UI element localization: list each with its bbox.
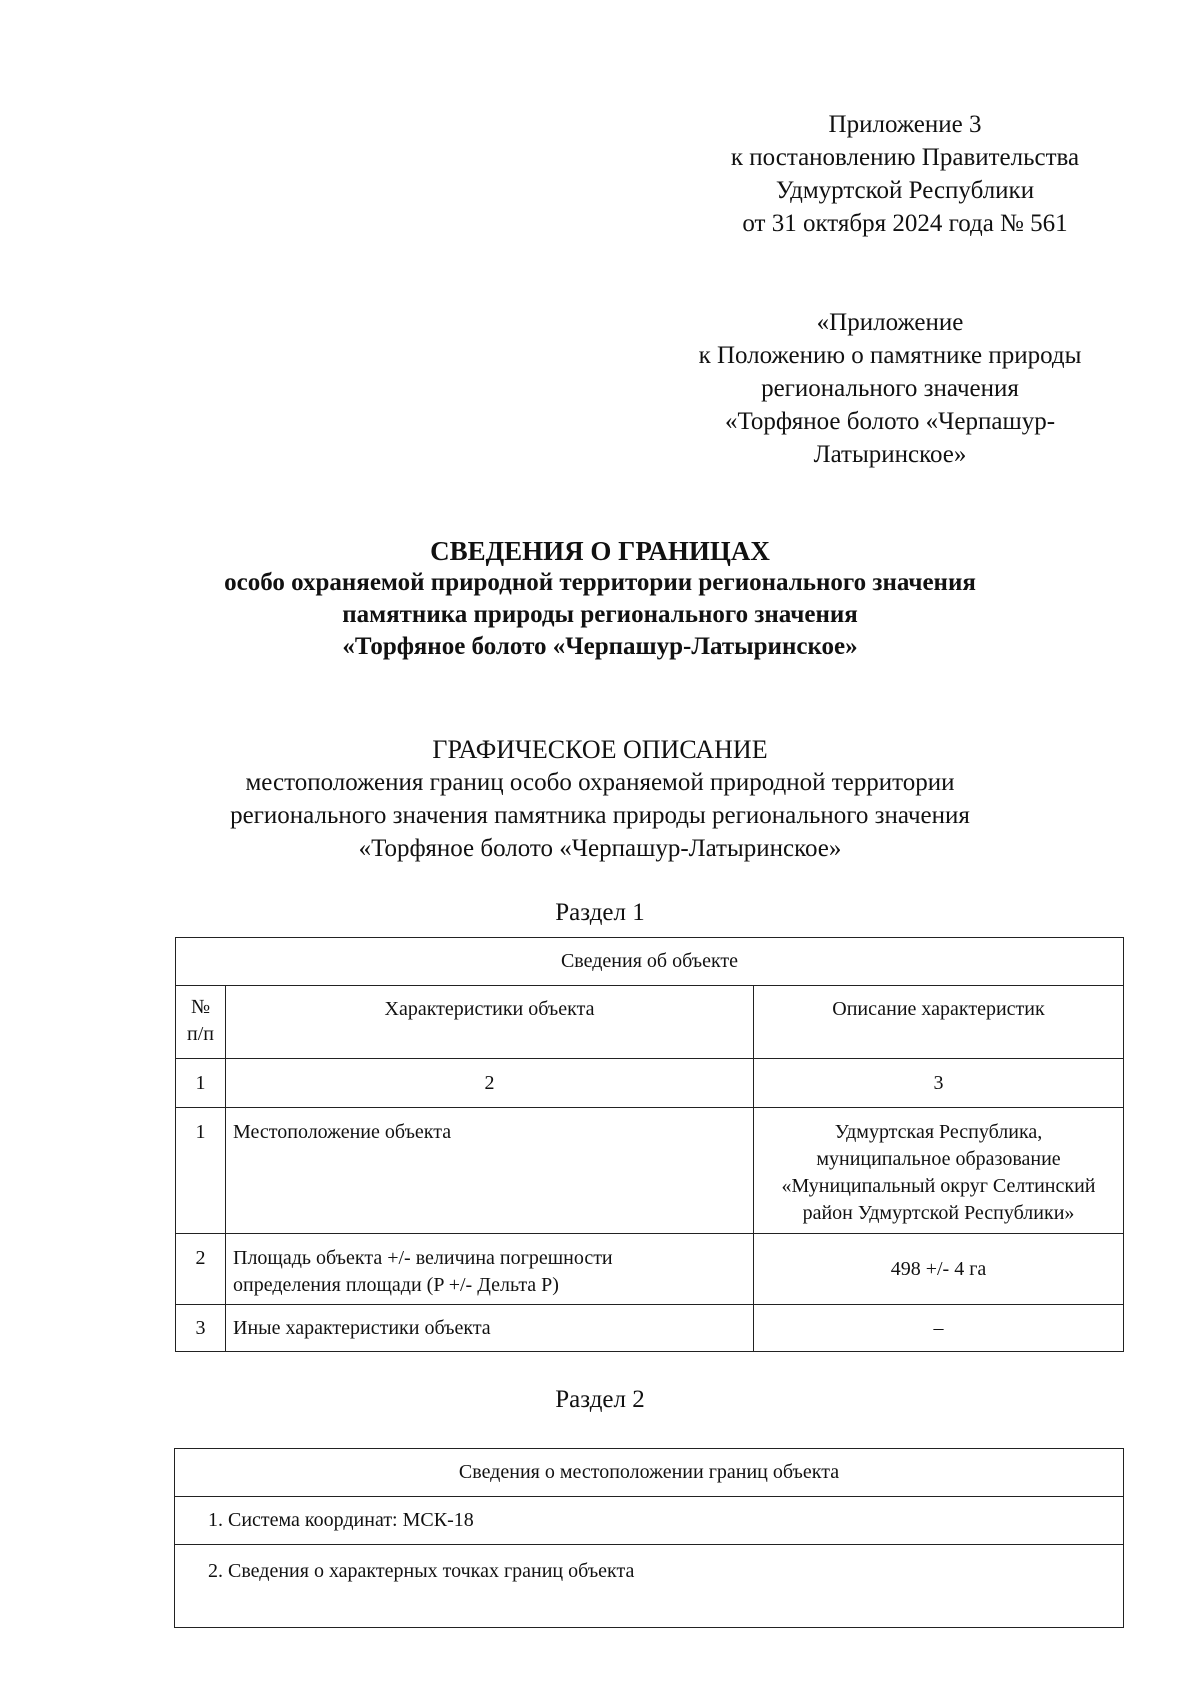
index-cell: 3	[754, 1059, 1124, 1108]
description-line: «Муниципальный округ Селтинский	[781, 1175, 1096, 1197]
table-header-row	[176, 986, 1124, 1059]
document-heading	[150, 535, 1050, 663]
object-info-table	[175, 937, 1124, 1352]
sub-appendix-line: регионального значения	[761, 375, 1019, 402]
table-row	[175, 1545, 1124, 1628]
boundary-location-table	[174, 1448, 1124, 1628]
characteristic-line: определения площади (P +/- Дельта P)	[233, 1274, 559, 1296]
appendix-line: к постановлению Правительства	[730, 144, 1080, 171]
table-row	[175, 1497, 1124, 1545]
heading-line: особо охраняемой природной территории регионального значения	[224, 569, 976, 596]
header-number-line: №	[190, 996, 211, 1018]
row-number: 3	[176, 1305, 226, 1352]
table-row	[176, 1305, 1124, 1352]
table-title: Сведения об объекте	[176, 938, 1124, 986]
description-line: муниципальное образование	[816, 1148, 1061, 1170]
sub-appendix-line: к Положению о памятнике природы	[698, 342, 1082, 369]
row-number: 1	[176, 1108, 226, 1234]
sub-appendix-reference	[655, 306, 1125, 471]
graphic-title: ГРАФИЧЕСКОЕ ОПИСАНИЕ	[432, 735, 768, 764]
table-row	[176, 1234, 1124, 1305]
section-1-title: Раздел 1	[555, 899, 645, 926]
row-description	[754, 1108, 1124, 1234]
appendix-line: Приложение 3	[828, 111, 982, 138]
sub-appendix-line: «Приложение	[816, 309, 964, 336]
appendix-line: Удмуртской Республики	[775, 177, 1035, 204]
graphic-line: «Торфяное болото «Черпашур-Латыринское»	[358, 835, 842, 862]
boundary-points-info: 2. Сведения о характерных точках границ объекта	[175, 1545, 1124, 1628]
coordinate-system: 1. Система координат: МСК-18	[175, 1497, 1124, 1545]
table-index-row	[176, 1059, 1124, 1108]
description-line: район Удмуртской Республики»	[802, 1202, 1075, 1224]
row-characteristic	[226, 1234, 754, 1305]
row-characteristic: Местоположение объекта	[226, 1108, 754, 1234]
row-characteristic: Иные характеристики объекта	[226, 1305, 754, 1352]
heading-title: СВЕДЕНИЯ О ГРАНИЦАХ	[430, 536, 770, 566]
appendix-line: от 31 октября 2024 года № 561	[742, 210, 1068, 237]
heading-line: «Торфяное болото «Черпашур-Латыринское»	[342, 633, 858, 660]
appendix-reference	[675, 108, 1135, 240]
index-cell: 2	[226, 1059, 754, 1108]
table-row	[176, 1108, 1124, 1234]
graphic-description-heading	[150, 733, 1050, 865]
row-description: 498 +/- 4 га	[754, 1234, 1124, 1305]
graphic-line: регионального значения памятника природы регионального значения	[230, 802, 970, 829]
heading-line: памятника природы регионального значения	[342, 601, 858, 628]
table-title-row	[176, 938, 1124, 986]
index-cell: 1	[176, 1059, 226, 1108]
column-header-number	[176, 986, 226, 1059]
sub-appendix-line: Латыринское»	[813, 441, 967, 468]
section-2-title: Раздел 2	[555, 1386, 645, 1413]
graphic-line: местоположения границ особо охраняемой природной территории	[245, 769, 955, 796]
table-title-row	[175, 1449, 1124, 1497]
column-header-characteristics: Характеристики объекта	[226, 986, 754, 1059]
header-number-line: п/п	[187, 1023, 214, 1045]
sub-appendix-line: «Торфяное болото «Черпашур-	[724, 408, 1056, 435]
row-description: –	[754, 1305, 1124, 1352]
table-title: Сведения о местоположении границ объекта	[175, 1449, 1124, 1497]
row-number: 2	[176, 1234, 226, 1305]
description-line: Удмуртская Республика,	[834, 1121, 1043, 1143]
column-header-description: Описание характеристик	[754, 986, 1124, 1059]
characteristic-line: Площадь объекта +/- величина погрешности	[233, 1247, 613, 1269]
